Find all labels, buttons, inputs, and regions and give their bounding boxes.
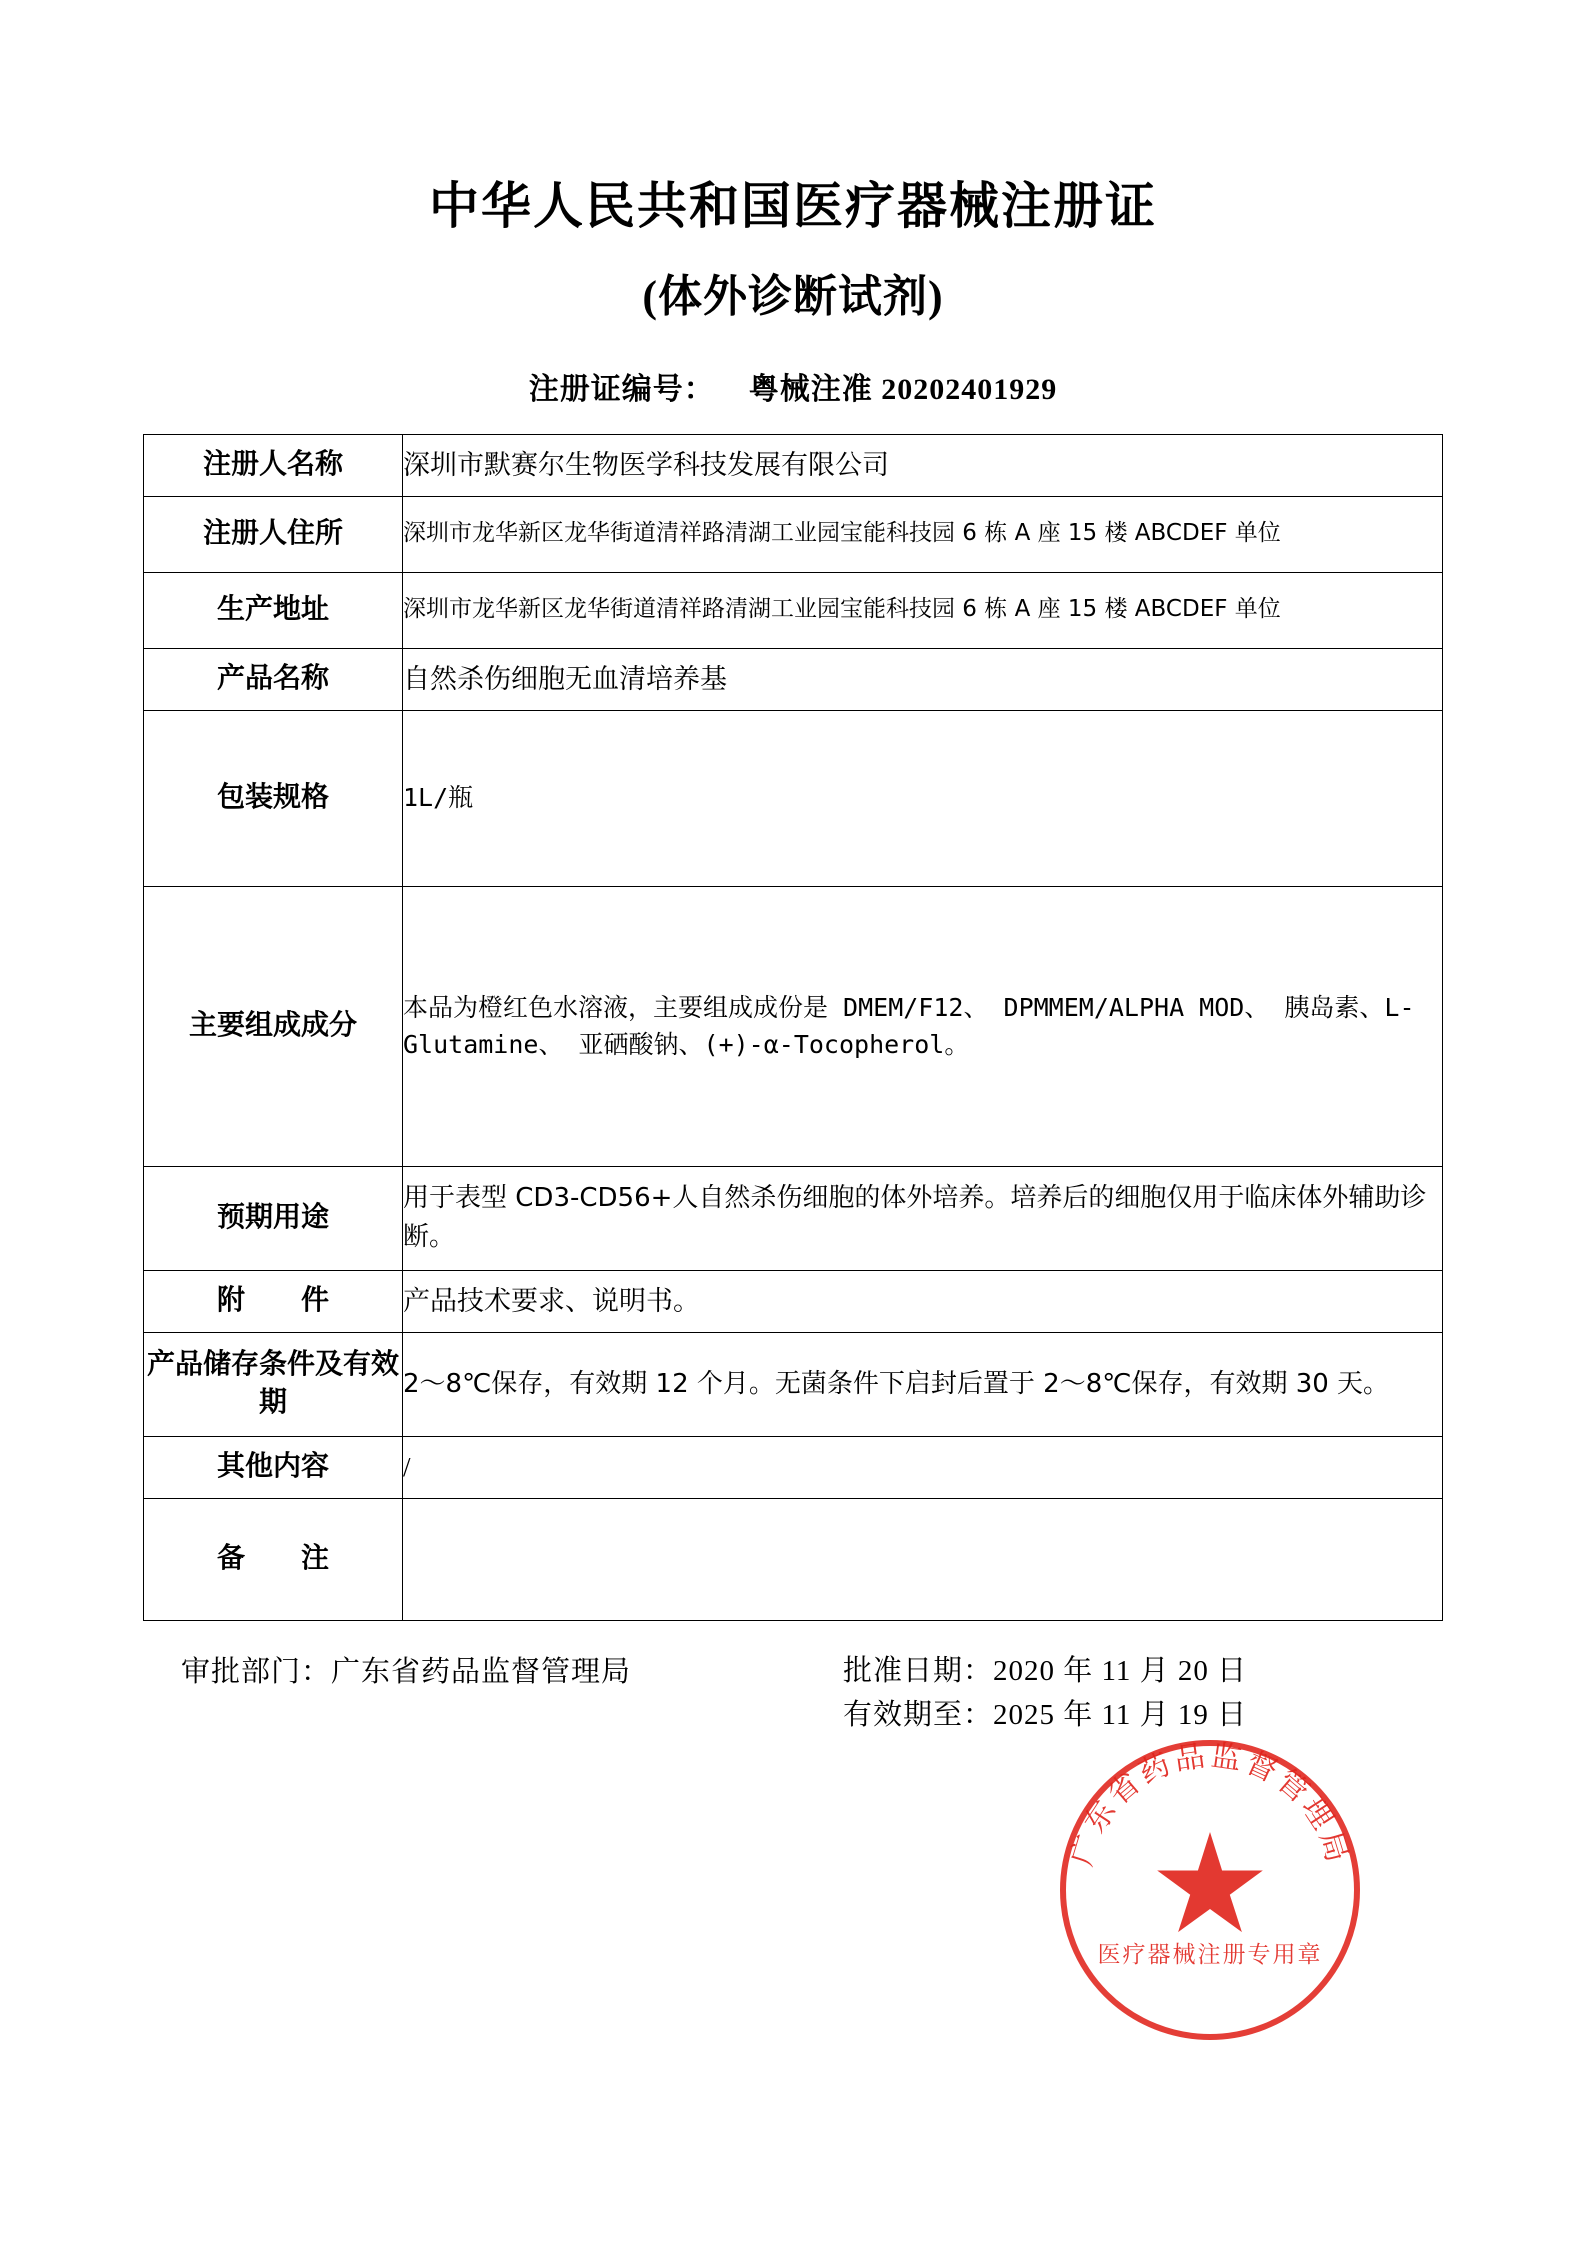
row-value-registrant-name: 深圳市默赛尔生物医学科技发展有限公司 bbox=[403, 434, 1443, 496]
table-row bbox=[144, 886, 1443, 1166]
table-row bbox=[144, 1498, 1443, 1620]
row-label-remarks: 备 注 bbox=[144, 1498, 403, 1620]
valid-until-date: 有效期至：2025 年 11 月 19 日 bbox=[843, 1699, 1248, 1732]
table-row bbox=[144, 1436, 1443, 1498]
table-row bbox=[144, 648, 1443, 710]
footer bbox=[143, 1639, 1443, 1759]
registration-number-line bbox=[0, 364, 1586, 408]
row-value-remarks bbox=[403, 1498, 1443, 1620]
official-seal bbox=[1060, 1740, 1370, 2050]
row-label-production-address: 生产地址 bbox=[144, 572, 403, 648]
row-label-intended-use: 预期用途 bbox=[144, 1166, 403, 1270]
table-row bbox=[144, 434, 1443, 496]
seal-bottom-text: 医疗器械注册专用章 bbox=[1097, 1942, 1323, 1967]
row-value-other-content: / bbox=[403, 1436, 1443, 1498]
registration-number-label: 注册证编号： bbox=[528, 372, 715, 406]
row-value-main-components: 本品为橙红色水溶液，主要组成成份是 DMEM/F12、 DPMMEM/ALPHA MOD、 胰岛素、L-Glutamine、 亚硒酸钠、(+)-α-Tocopherol。 bbox=[403, 886, 1443, 1166]
row-label-attachments: 附 件 bbox=[144, 1270, 403, 1332]
row-label-main-components: 主要组成成分 bbox=[144, 886, 403, 1166]
table-row bbox=[144, 572, 1443, 648]
row-label-storage-conditions: 产品储存条件及有效期 bbox=[144, 1332, 403, 1436]
table-row bbox=[144, 1270, 1443, 1332]
approval-department: 审批部门：广东省药品监督管理局 bbox=[181, 1655, 632, 1688]
table-row bbox=[144, 710, 1443, 886]
row-label-registrant-address: 注册人住所 bbox=[144, 496, 403, 572]
row-label-registrant-name: 注册人名称 bbox=[144, 434, 403, 496]
row-label-product-name: 产品名称 bbox=[144, 648, 403, 710]
row-label-other-content: 其他内容 bbox=[144, 1436, 403, 1498]
row-value-product-name: 自然杀伤细胞无血清培养基 bbox=[403, 648, 1443, 710]
svg-text:广东省药品监督管理局: 广东省药品监督管理局 bbox=[1065, 1740, 1355, 1870]
row-label-package-spec: 包装规格 bbox=[144, 710, 403, 886]
row-value-intended-use: 用于表型 CD3-CD56+人自然杀伤细胞的体外培养。培养后的细胞仅用于临床体外辅助诊断。 bbox=[403, 1166, 1443, 1270]
approval-date: 批准日期：2020 年 11 月 20 日 bbox=[843, 1654, 1248, 1687]
seal-arc-text bbox=[1060, 1740, 1360, 2040]
row-value-storage-conditions: 2～8℃保存，有效期 12 个月。无菌条件下启封后置于 2～8℃保存，有效期 30 天。 bbox=[403, 1332, 1443, 1436]
title-block bbox=[0, 0, 1586, 324]
page-title: 中华人民共和国医疗器械注册证 bbox=[429, 178, 1157, 234]
page-subtitle: (体外诊断试剂) bbox=[642, 271, 944, 321]
row-value-package-spec: 1L/瓶 bbox=[403, 710, 1443, 886]
table-row bbox=[144, 1332, 1443, 1436]
row-value-registrant-address: 深圳市龙华新区龙华街道清祥路清湖工业园宝能科技园 6 栋 A 座 15 楼 ABCDEF 单位 bbox=[403, 496, 1443, 572]
table-row bbox=[144, 1166, 1443, 1270]
table-row bbox=[144, 496, 1443, 572]
row-value-production-address: 深圳市龙华新区龙华街道清祥路清湖工业园宝能科技园 6 栋 A 座 15 楼 ABCDEF 单位 bbox=[403, 572, 1443, 648]
row-value-attachments: 产品技术要求、说明书。 bbox=[403, 1270, 1443, 1332]
certificate-table bbox=[143, 434, 1443, 1621]
seal-ring bbox=[1060, 1740, 1360, 2040]
seal-star-icon bbox=[1155, 1832, 1265, 1942]
approval-dates bbox=[843, 1649, 1247, 1739]
registration-number-value: 粤械注准 20202401929 bbox=[748, 372, 1058, 406]
